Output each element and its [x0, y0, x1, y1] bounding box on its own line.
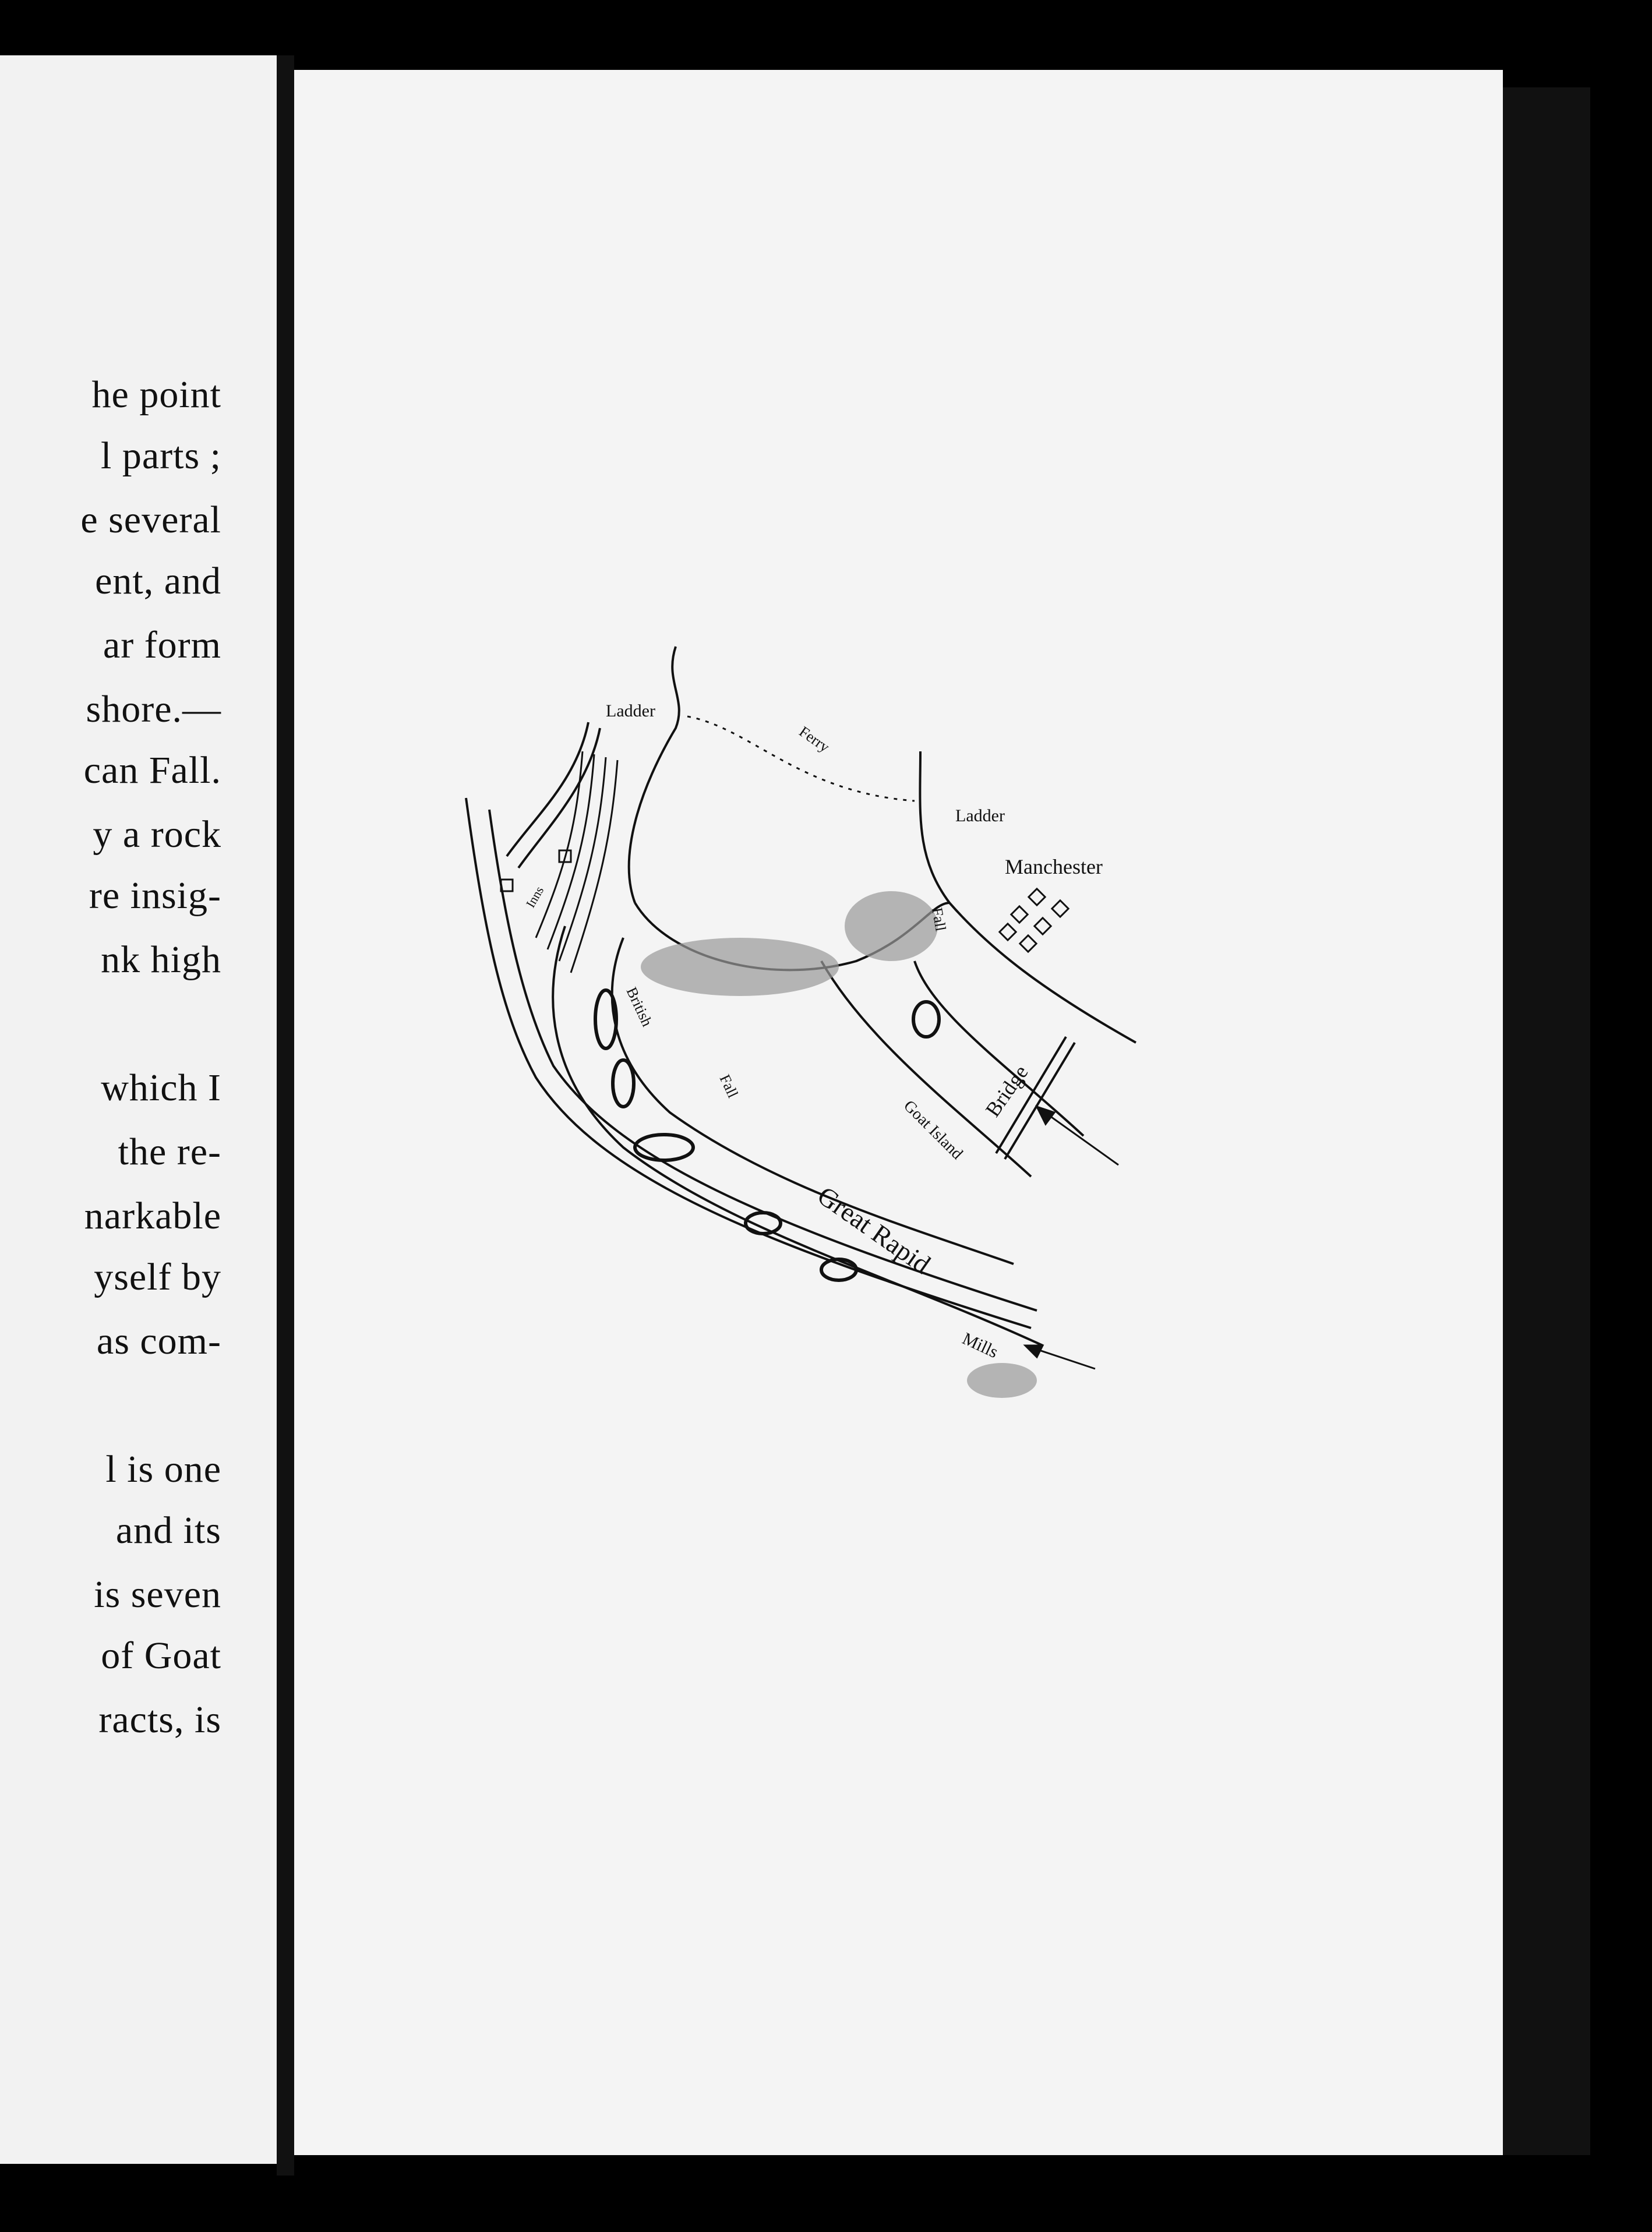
text-line: is seven — [94, 1573, 221, 1616]
label-ladder-right: Ladder — [955, 806, 1005, 825]
text-line: l parts ; — [101, 435, 221, 477]
text-line: ar form — [103, 624, 221, 666]
label-goat-island: Goat Island — [900, 1097, 966, 1163]
goat-island-west — [821, 961, 1031, 1177]
text-line: which I — [101, 1066, 221, 1109]
text-line: can Fall. — [83, 749, 221, 792]
house-5 — [1000, 924, 1016, 940]
label-mills: Mills — [959, 1329, 1001, 1362]
text-line: as com- — [96, 1320, 221, 1362]
rapid-island-2 — [613, 1060, 634, 1107]
cliff-west — [629, 647, 679, 903]
text-line: nk high — [101, 938, 221, 981]
house-4 — [1035, 918, 1051, 934]
rapid-island-5 — [821, 1259, 856, 1280]
rapid-island-3 — [635, 1135, 693, 1160]
house-6 — [1020, 935, 1036, 952]
left-page — [0, 55, 277, 2164]
house-3 — [1011, 906, 1028, 923]
flow-arrow-upper-head — [1037, 1107, 1054, 1124]
text-line: re insig- — [89, 874, 221, 917]
text-line: yself by — [94, 1256, 221, 1298]
house-1 — [1029, 889, 1045, 905]
text-line: shore.— — [86, 688, 221, 730]
label-fall-american: Fall — [929, 906, 949, 933]
british-fall-spray — [641, 938, 839, 996]
text-line: racts, is — [98, 1698, 221, 1741]
flow-arrow-lower-head — [1025, 1345, 1043, 1357]
label-inns: Inns — [523, 884, 547, 910]
cliff-hatch-1 — [536, 751, 583, 938]
house-2 — [1052, 900, 1068, 917]
label-manchester: Manchester — [1005, 855, 1103, 878]
label-fall-british: Fall — [716, 1072, 742, 1101]
label-ladder-left: Ladder — [606, 701, 655, 721]
label-ferry: Ferry — [796, 723, 833, 756]
label-british: British — [623, 984, 656, 1029]
text-line: and its — [115, 1509, 221, 1552]
text-line: he point — [91, 373, 221, 416]
text-line: ent, and — [95, 560, 221, 602]
gutter — [277, 55, 294, 2176]
road-upper-2 — [518, 728, 600, 868]
cliff-hatch-3 — [559, 757, 606, 961]
text-line: e several — [80, 499, 221, 541]
niagara-falls-map — [449, 635, 1182, 1497]
label-great-rapid: Great Rapid — [812, 1180, 936, 1280]
american-fall-spray — [845, 891, 938, 961]
text-line: of Goat — [101, 1634, 221, 1677]
text-line: l is one — [105, 1448, 221, 1491]
book-fore-edge — [1503, 87, 1590, 2155]
text-line: y a rock — [93, 813, 221, 856]
text-line: the re- — [118, 1131, 221, 1173]
mills-spray — [967, 1363, 1037, 1398]
fall-island — [913, 1002, 939, 1037]
text-line: narkable — [84, 1195, 221, 1237]
label-bridge: Bridge — [980, 1061, 1033, 1121]
bridge-line-2 — [1005, 1043, 1075, 1159]
